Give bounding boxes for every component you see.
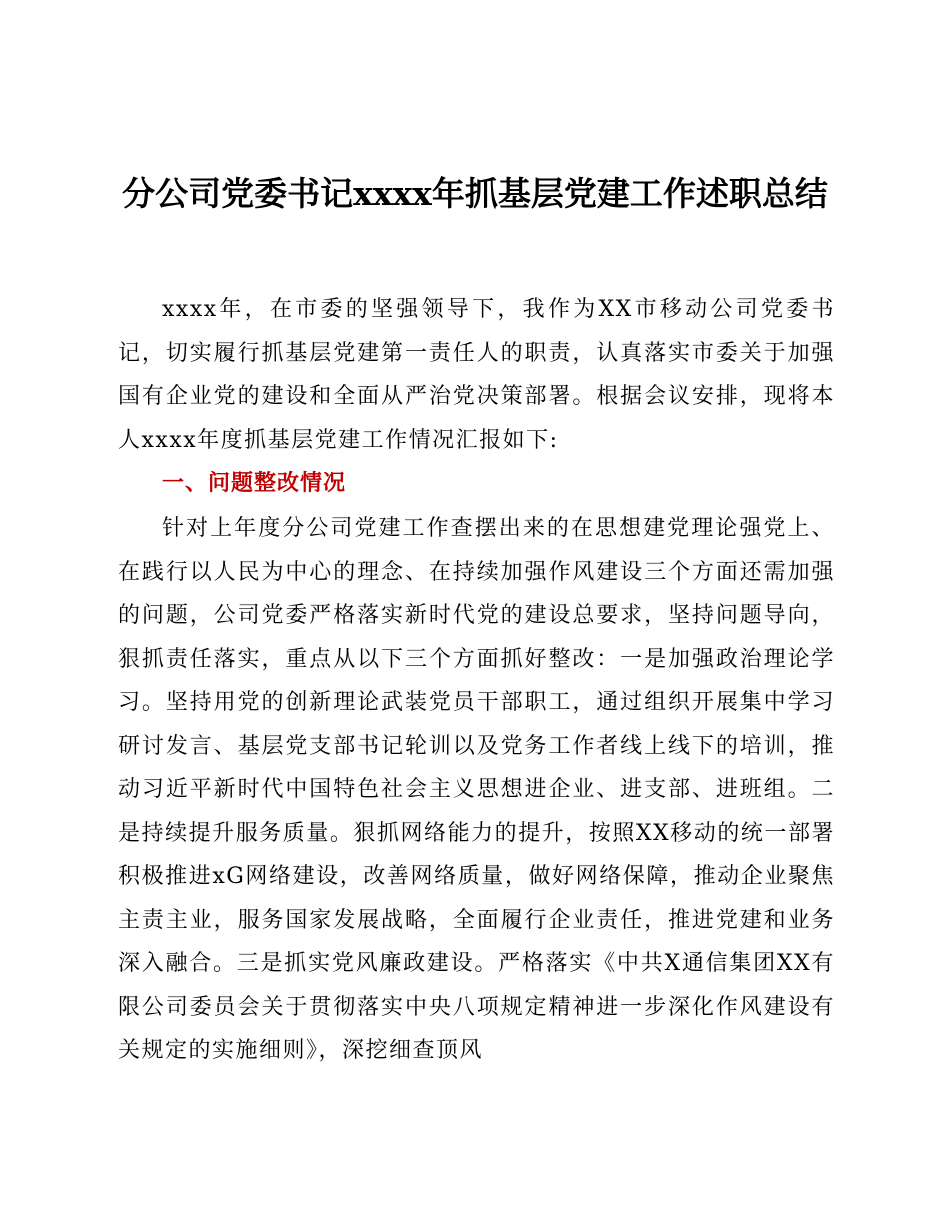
section-paragraph: 针对上年度分公司党建工作查摆出来的在思想建党理论强党上、在践行以人民为中心的理念、在持续加强作风建设三个方面还需加强的问题，公司党委严格落实新时代党的建设总要求，坚持问题导向，狠抓责任落实，重点从以下三个方面抓好整改：一是加强政治理论学习。坚持用党的创新理论武装党员干部职工，通过组织开展集中学习研讨发言、基层党支部书记轮训以及党务工作者线上线下的培训，推动习近平新时代中国特色社会主义思想进企业、进支部、进班组。二是持续提升服务质量。狠抓网络能力的提升，按照XX移动的统一部署积极推进xG网络建设，改善网络质量，做好网络保障，推动企业聚焦主责主业，服务国家发展战略，全面履行企业责任，推进党建和业务深入融合。三是抓实党风廉政建设。严格落实《中共X通信集团XX有限公司委员会关于贯彻落实中央八项规定精神进一步深化作风建设有关规定的实施细则》，深挖细查顶风 (118, 516, 835, 1063)
document-title: 分公司党委书记xxxx年抓基层党建工作述职总结 (122, 174, 828, 213)
intro-paragraph: xxxx年，在市委的坚强领导下，我作为XX市移动公司党委书记，切实履行抓基层党建第一责任人的职责，认真落实市委关于加强国有企业党的建设和全面从严治党决策部署。根据会议安排，现将本人xxxx年度抓基层党建工作情况汇报如下: (118, 297, 835, 453)
section-heading: 一、问题整改情况 (162, 471, 347, 496)
